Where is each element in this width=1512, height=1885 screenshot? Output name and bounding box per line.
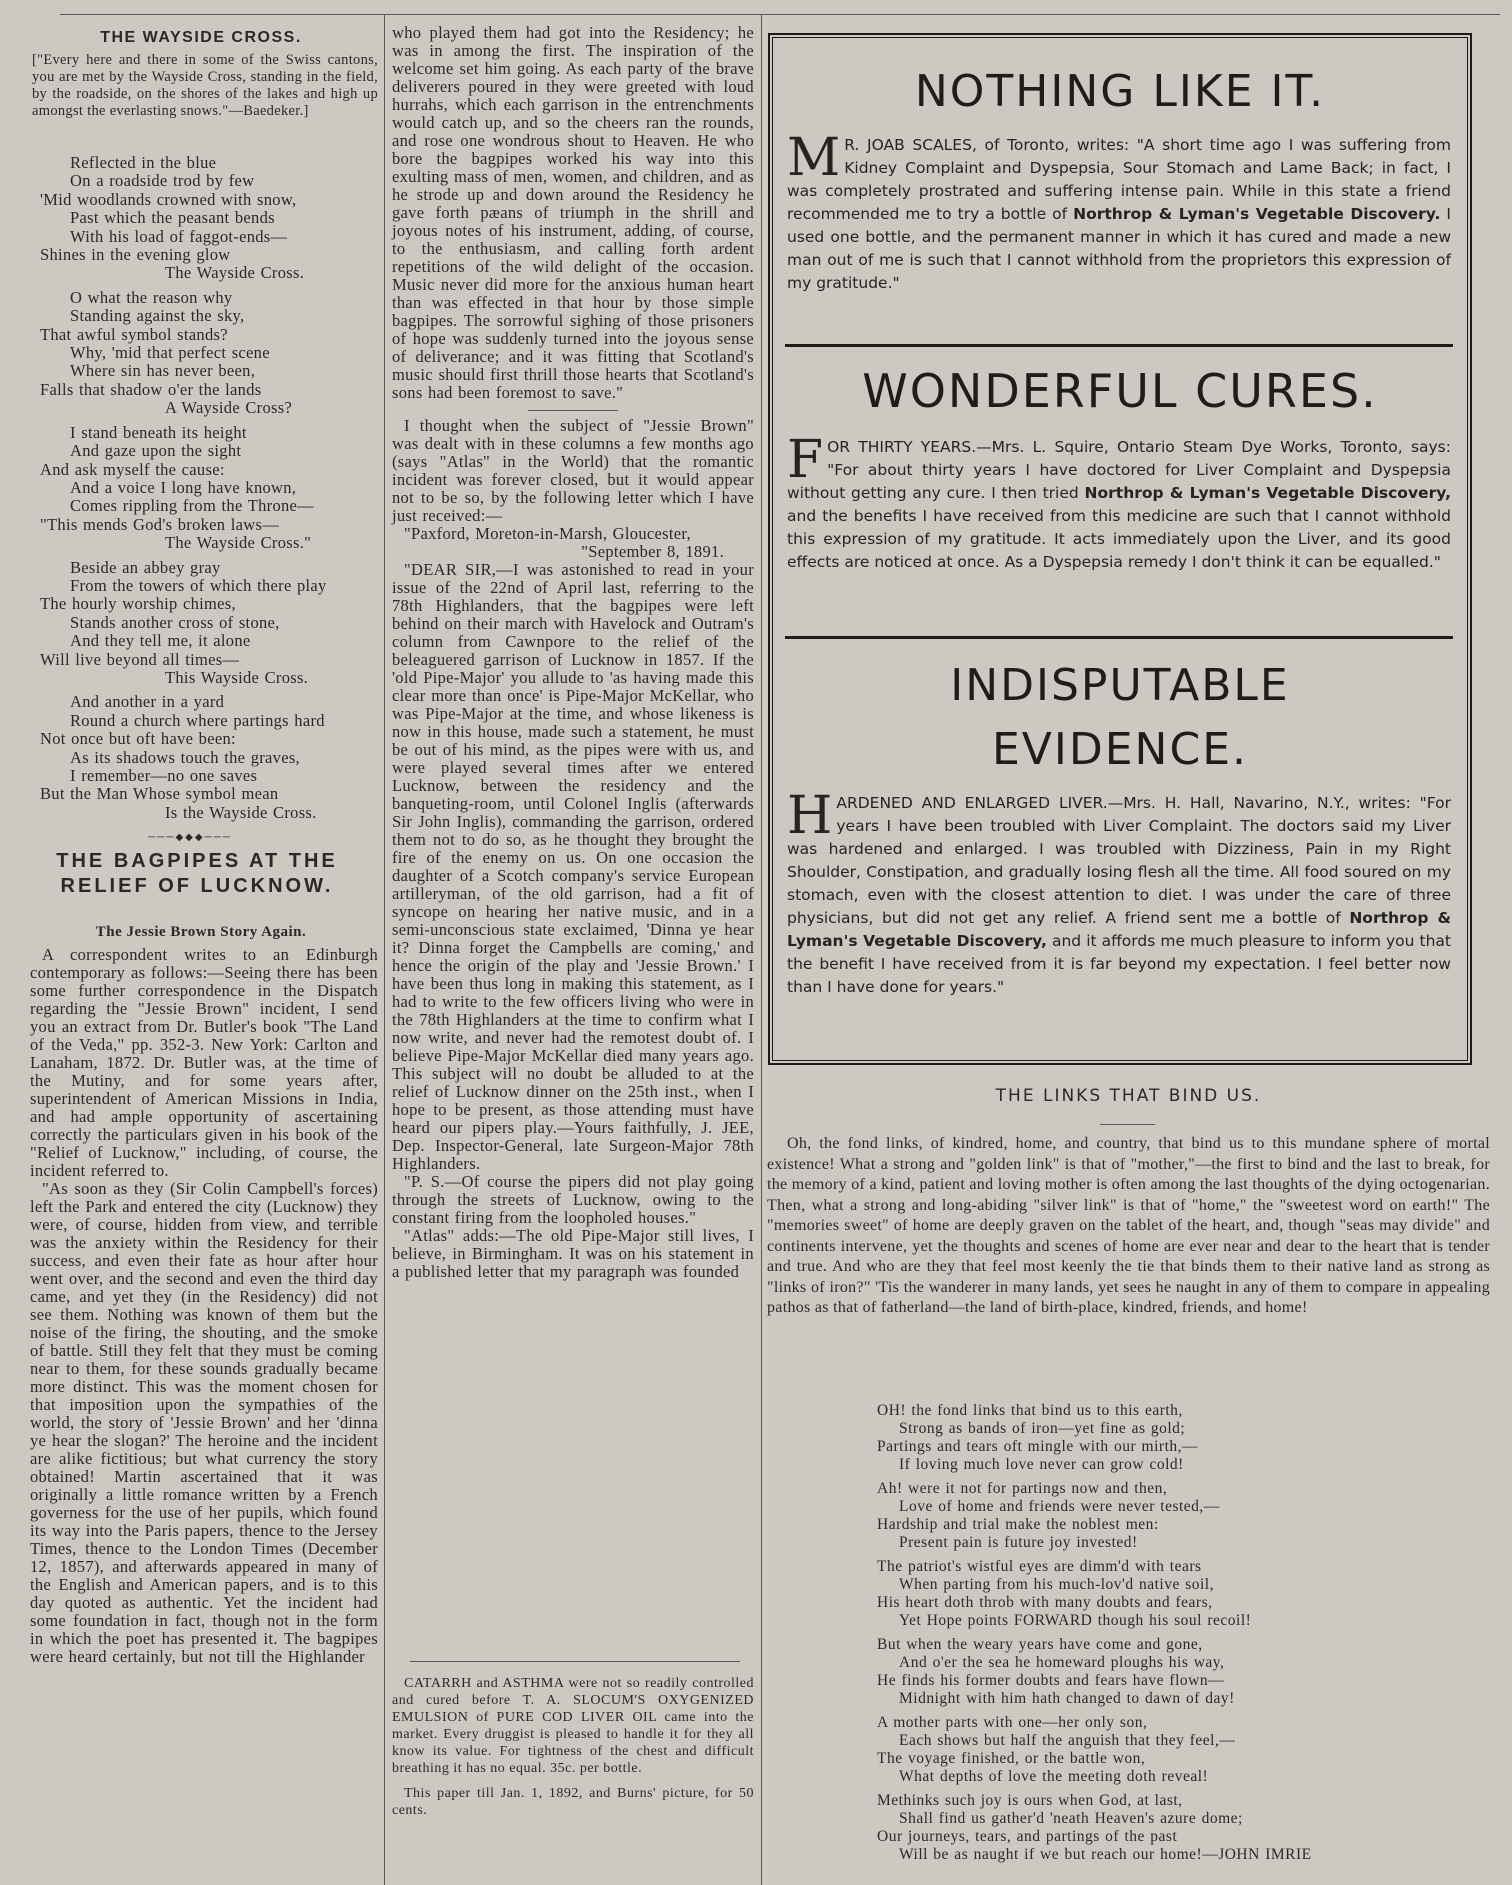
poem-line: But the Man Whose symbol mean xyxy=(40,784,279,804)
poem-line: Past which the peasant bends xyxy=(70,208,275,228)
letter-address: "Paxford, Moreton-in-Marsh, Gloucester, xyxy=(404,524,691,543)
poem-line: He finds his former doubts and fears have flown— xyxy=(877,1672,1225,1689)
poem-line: A Wayside Cross? xyxy=(165,398,293,418)
poem-line: Round a church where partings hard xyxy=(70,710,325,730)
northrop-lyman-advert xyxy=(769,34,1471,1064)
poem-line: Present pain is future joy invested! xyxy=(899,1534,1138,1551)
section-divider xyxy=(528,410,618,411)
poem-line: What depths of love the meeting doth reveal! xyxy=(899,1768,1209,1785)
poem-line: Is the Wayside Cross. xyxy=(165,802,317,822)
poem-stanza xyxy=(877,1792,1477,1864)
poem-line: Partings and tears oft mingle with our mirth,— xyxy=(877,1438,1199,1455)
poem-line: When parting from his much-lov'd native soil, xyxy=(899,1576,1214,1593)
wayside-cross-poem xyxy=(40,154,380,822)
drop-cap: F xyxy=(787,430,824,490)
article-paragraph: "As soon as they (Sir Colin Campbell's forces) left the Park and entered the city (Lucknow) they were, of course, hidden from view, and terrible was the anxiety within the Residency for their success, and even their fate as hour after hour went over, and the second and even the third day came, and yet they (in the Residency) did not see them. Nothing was known of them but the noise of the firing, the shouting, and the smoke of battle. Still they felt that they must be coming near to them, for these sounds gradually became more distinct. This was the moment chosen for that imposition upon the sympathies of the world, the story of 'Jessie Brown' and her 'dinna ye hear the slogan?' The heroine and the incident are alike fictitious; but what currency the story obtained! Martin ascertained that it was originally a little romance written by a French governess for the use of her pupils, which found its way into the Paris papers, thence to the Jersey Times, thence to the London Times (December 12, 1857), and afterwards appeared in many of the English and American papers, and is to this day quoted as authentic. Yet the incident had some foundation in fact, though not in the form in which the poet has presented it. The bagpipes were heard certainly, but not till the Highlander xyxy=(30,1179,378,1666)
poem-line: As its shadows touch the graves, xyxy=(70,747,300,767)
ad-headline-indisputable: INDISPUTABLE xyxy=(950,660,1290,711)
poem-line: Love of home and friends were never tested,— xyxy=(899,1498,1220,1515)
testimonial-text: R. JOAB SCALES, of Toronto, writes: "A short time ago I was suffering from Kidney Complaint and Dyspepsia, Sour Stomach and Lame Back; in fact, I was completely prostrated and suffering intense pain. While in this state a friend recommended me to try a bottle of xyxy=(787,136,1451,223)
testimonial-text: and the benefits I have received from this medicine are such that I cannot withhold this expression of my gratitude. It acts immediately upon the Liver, and its good effects are noticed at once. As a Dyspepsia remedy I don't think it can be equalled." xyxy=(787,507,1451,571)
letter-postscript: "P. S.—Of course the pipers did not play going through the streets of Lucknow, owing to the constant firing from the loopholed houses." xyxy=(392,1172,754,1227)
catarrh-advert-text: CATARRH and ASTHMA were not so readily controlled and cured before T. A. SLOCUM'S OXYGENIZED EMULSION of PURE COD LIVER OIL came into the market. Every druggist is pleased to handle it for they all know its value. For tightness of the chest and difficult breathing it has no equal. 35c. per bottle. xyxy=(392,1676,754,1776)
poem-line: Methinks such joy is ours when God, at last, xyxy=(877,1792,1183,1809)
ad-testimonial-hall xyxy=(787,786,1452,999)
ad-headline-evidence: EVIDENCE. xyxy=(992,724,1248,775)
poem-line: I stand beneath its height xyxy=(70,422,247,442)
section-divider xyxy=(410,1661,740,1662)
testimonial-text: ARDENED AND ENLARGED LIVER.—Mrs. H. Hall, Navarino, N.Y., writes: "For years I have been troubled with Liver Complaint. The doctors said my Liver was hardened and enlarged. I was troubled with Dizziness, Pain in my Right Shoulder, Constipation, and gradually losing flesh all the time. All food soured on my stomach, even with the closest attention to diet. I was under the care of three physicians, but did not get any relief. A friend sent me a bottle of xyxy=(787,794,1451,927)
links-title: THE LINKS THAT BIND US. xyxy=(995,1086,1262,1106)
poem-line: Shines in the evening glow xyxy=(40,245,231,265)
lucknow-headline: THE BAGPIPES AT THE RELIEF OF LUCKNOW. xyxy=(56,850,338,897)
poem-line: OH! the fond links that bind us to this earth, xyxy=(877,1402,1183,1419)
poem-line: And gaze upon the sight xyxy=(70,441,242,461)
poem-line: This Wayside Cross. xyxy=(165,667,309,687)
poem-line: And o'er the sea he homeward ploughs his way, xyxy=(899,1654,1225,1671)
ad-divider xyxy=(785,636,1453,639)
top-rule xyxy=(60,14,1500,15)
lucknow-article-left xyxy=(30,946,378,1666)
poem-line: Will live beyond all times— xyxy=(40,649,240,669)
column-rule-1 xyxy=(384,14,385,1885)
poem-last-line xyxy=(877,1846,1477,1864)
poem-line: Hardship and trial make the noblest men: xyxy=(877,1516,1159,1533)
poem-stanza xyxy=(40,154,380,283)
poem-line: Each shows but half the anguish that they feel,— xyxy=(899,1732,1236,1749)
poem-line: I remember—no one saves xyxy=(70,766,258,785)
poem-line: Ah! were it not for partings now and then, xyxy=(877,1480,1168,1497)
ad-headline-wonderful-cures: WONDERFUL CURES. xyxy=(862,364,1378,418)
drop-cap: M xyxy=(787,128,841,188)
poem-line: With his load of faggot-ends— xyxy=(70,226,288,246)
poem-line: Will be as naught if we but reach our home! xyxy=(899,1846,1203,1863)
poem-line: Why, 'mid that perfect scene xyxy=(70,343,270,363)
article-paragraph: "Atlas" adds:—The old Pipe-Major still lives, I believe, in Birmingham. It was on his statement in a published letter that my paragraph was founded xyxy=(392,1226,754,1281)
drop-cap: H xyxy=(787,786,833,846)
poem-line: And they tell me, it alone xyxy=(70,631,251,651)
poem-line: The patriot's wistful eyes are dimm'd with tears xyxy=(877,1558,1202,1575)
wayside-cross-title: THE WAYSIDE CROSS. xyxy=(100,29,302,46)
column-rule-2 xyxy=(761,14,762,1885)
ad-testimonial-squire xyxy=(787,430,1452,574)
poem-stanza xyxy=(877,1636,1477,1708)
letter-body: "DEAR SIR,—I was astonished to read in your issue of the 22nd of April last, referring to the 78th Highlanders, that the bagpipes were left behind on their march with Havelock and Outram's column from Cawnpore to the relief of the beleaguered garrison of Lucknow in 1857. If the 'old Pipe-Major' you allude to 'as having made this clear more than once' is Pipe-Major McKellar, who was Pipe-Major at the time, and whose likeness is now in this house, made such a statement, he must be out of his mind, as the pipes were with us, and were played several times after we entered Lucknow, between the residency and the banqueting-room, until Colonel Inglis (afterwards Sir John Inglis), commanding the garrison, ordered them not to do so, as he thought they brought the fire of the enemy on us. On one occasion the daughter of a Scotch company's service European artilleryman, of the old garrison, had a fit of syncope on hearing her native music, and in a semi-unconscious state exclaimed, 'Dinna ye hear it? Dinna forget the Campbells are coming,' and hence the origin of the play and 'Jessie Brown.' I have been thus long in making this statement, as I had to write to the few officers living who were in the 78th Highlanders at the time to confirm what I now write, and never had the remotest doubt of. I believe Pipe-Major McKellar died many years ago. This subject will no doubt be alluded to at the relief of Lucknow dinner on the 25th inst., when I hope to be present, as those attending must have heard our pipers play.—Yours faithfully, J. JEE, Dep. Inspector-General, late Surgeon-Major 78th Highlanders. xyxy=(392,560,754,1173)
letter-date: "September 8, 1891. xyxy=(581,542,724,561)
product-name: Northrop & Lyman's Vegetable Discovery. xyxy=(1073,205,1441,223)
links-poem xyxy=(877,1402,1477,1864)
poem-line: "This mends God's broken laws— xyxy=(40,514,280,534)
poem-stanza xyxy=(877,1480,1477,1552)
links-prose xyxy=(767,1134,1490,1319)
poem-line: Where sin has never been, xyxy=(70,361,256,381)
poem-line: His heart doth throb with many doubts and fears, xyxy=(877,1594,1213,1611)
poem-stanza xyxy=(877,1558,1477,1630)
poem-stanza xyxy=(40,693,380,822)
ad-divider xyxy=(785,344,1453,347)
poem-stanza xyxy=(877,1402,1477,1474)
ornament-divider: ───◆◆◆─── xyxy=(148,832,232,843)
poem-line: Stands another cross of stone, xyxy=(70,612,280,632)
product-name: Northrop & Lyman's Vegetable Discovery, xyxy=(787,909,1451,950)
testimonial-text: I used one bottle, and the permanent manner in which it has cured and made a new man out of me is such that I cannot withhold from the proprietors this expression of my gratitude." xyxy=(787,205,1452,292)
poem-line: The voyage finished, or the battle won, xyxy=(877,1750,1146,1767)
article-paragraph: I thought when the subject of "Jessie Brown" was dealt with in these columns a few months ago (says "Atlas" in the World) that the romantic incident was forever closed, but it would appear not to be so, by the following letter which I have just received:— xyxy=(392,416,754,525)
poem-line: Shall find us gather'd 'neath Heaven's azure dome; xyxy=(899,1810,1243,1827)
poem-line: That awful symbol stands? xyxy=(40,324,228,344)
title-underline xyxy=(1100,1124,1155,1125)
poem-line: And a voice I long have known, xyxy=(70,477,297,497)
ad-testimonial-scales xyxy=(787,128,1452,295)
article-paragraph: Oh, the fond links, of kindred, home, and country, that bind us to this mundane sphere of mortal existence! What a strong and "golden link" is that of "mother,"—the first to bind and the last to break, for the memory of a kind, patient and loving mother is often among the last thoughts of the dying octogenarian. Then, what a strong and long-abiding "silver link" is that of "home," the "sweetest word on earth!" The "memories sweet" of home are deeply graven on the tablet of the heart, and, though "seas may divide" and continents intervene, yet the thoughts and scenes of home are ever near and dear to the heart that is tender and true. And who are they that feel most keenly the tie that binds them to their native land as strong as "links of iron?" 'Tis the wanderer in many lands, yet sees he naught in any of them to compare in appealing pathos as that of fatherland—the land of birth-place, kindred, friends, and home! xyxy=(767,1135,1490,1316)
poem-line: If loving much love never can grow cold! xyxy=(899,1456,1184,1473)
lucknow-article-middle xyxy=(392,24,754,1281)
poem-line: From the towers of which there play xyxy=(70,575,327,595)
poem-line: On a roadside trod by few xyxy=(70,171,255,191)
poem-line: Comes rippling from the Throne— xyxy=(70,496,314,516)
poem-stanza xyxy=(877,1714,1477,1786)
poem-line: Not once but oft have been: xyxy=(40,729,236,749)
poem-line: The hourly worship chimes, xyxy=(40,594,236,614)
poem-line: Our journeys, tears, and partings of the past xyxy=(877,1828,1178,1845)
article-paragraph: who played them had got into the Residency; he was in among the first. The inspiration of the welcome set him going. As each party of the brave deliverers poured in they were greeted with loud hurrahs, which each garrison in the entrenchments would catch up, and so the cheers ran the rounds, and rose one wondrous shout to Heaven. He who bore the bagpipes worked his way into this exulting mass of men, women, and children, and as he strode up and down around the Residency he gave forth pæans of triumph in the shrill and joyous notes of his instrument, adding, of course, to the enthusiasm, and calling forth ardent repetitions of the wild delight of the occasion. Music never did more for the anxious human heart than was effected in that hour by those simple bagpipes. The sorrowful sighing of those prisoners of hope was suddenly turned into the joyous sense of deliverance; and it was fitting that Scotland's music should first thrill those hearts that Scotland's sons had been foremost to save." xyxy=(392,23,754,402)
poem-line: 'Mid woodlands crowned with snow, xyxy=(40,189,297,209)
poem-line: A mother parts with one—her only son, xyxy=(877,1714,1148,1731)
poem-line: The Wayside Cross. xyxy=(165,263,305,283)
testimonial-text: OR THIRTY YEARS.—Mrs. L. Squire, Ontario Steam Dye Works, Toronto, says: "For about thirty years I have doctored for Liver Complaint and Dyspepsia without getting any cure. I then tried xyxy=(787,438,1451,502)
subscription-offer: This paper till Jan. 1, 1892, and Burns' picture, for 50 cents. xyxy=(392,1786,754,1818)
poem-line: Beside an abbey gray xyxy=(70,557,221,577)
poem-line: But when the weary years have come and gone, xyxy=(877,1636,1203,1653)
testimonial-text: and it affords me much pleasure to inform you that the benefit I have received from it is far beyond my expectation. I feel better now than I have done for years." xyxy=(787,932,1452,996)
poem-line: Reflected in the blue xyxy=(70,153,217,172)
poem-line: Falls that shadow o'er the lands xyxy=(40,379,262,399)
poem-line: Strong as bands of iron—yet fine as gold; xyxy=(899,1420,1186,1437)
article-paragraph: A correspondent writes to an Edinburgh contemporary as follows:—Seeing there has been some further correspondence in the Dispatch regarding the "Jessie Brown" incident, I send you an extract from Dr. Butler's book "The Land of the Veda," pp. 352-3. New York: Carlton and Lanaham, 1872. Dr. Butler was, at the time of the Mutiny, and for some years after, superintendent of American Missions in India, and had ample opportunity of ascertaining correctly the particulars given in his book of the "Relief of Lucknow," including, of course, the incident referred to. xyxy=(30,945,378,1180)
poem-line: And ask myself the cause: xyxy=(40,459,225,479)
poem-line: Standing against the sky, xyxy=(70,306,245,326)
poem-stanza xyxy=(40,289,380,418)
poem-stanza xyxy=(40,424,380,553)
poem-stanza xyxy=(40,559,380,688)
poem-line: And another in a yard xyxy=(70,692,225,712)
poem-line: The Wayside Cross." xyxy=(165,533,312,553)
wayside-epigraph: ["Every here and there in some of the Swiss cantons, you are met by the Wayside Cross, standing in the field, by the roadside, on the shores of the lakes and high up amongst the everlasting snows."—Baedeker.] xyxy=(32,52,378,119)
product-name: Northrop & Lyman's Vegetable Discovery, xyxy=(1084,484,1452,502)
lucknow-subhead: The Jessie Brown Story Again. xyxy=(95,924,307,940)
poem-line: Midnight with him hath changed to dawn of day! xyxy=(899,1690,1235,1707)
ad-headline-nothing-like-it: NOTHING LIKE IT. xyxy=(914,66,1326,117)
catarrh-advert xyxy=(392,1675,754,1819)
poem-author: —JOHN IMRIE xyxy=(1202,1846,1312,1863)
poem-line: Yet Hope points FORWARD though his soul recoil! xyxy=(899,1612,1252,1629)
poem-line: O what the reason why xyxy=(70,287,233,307)
